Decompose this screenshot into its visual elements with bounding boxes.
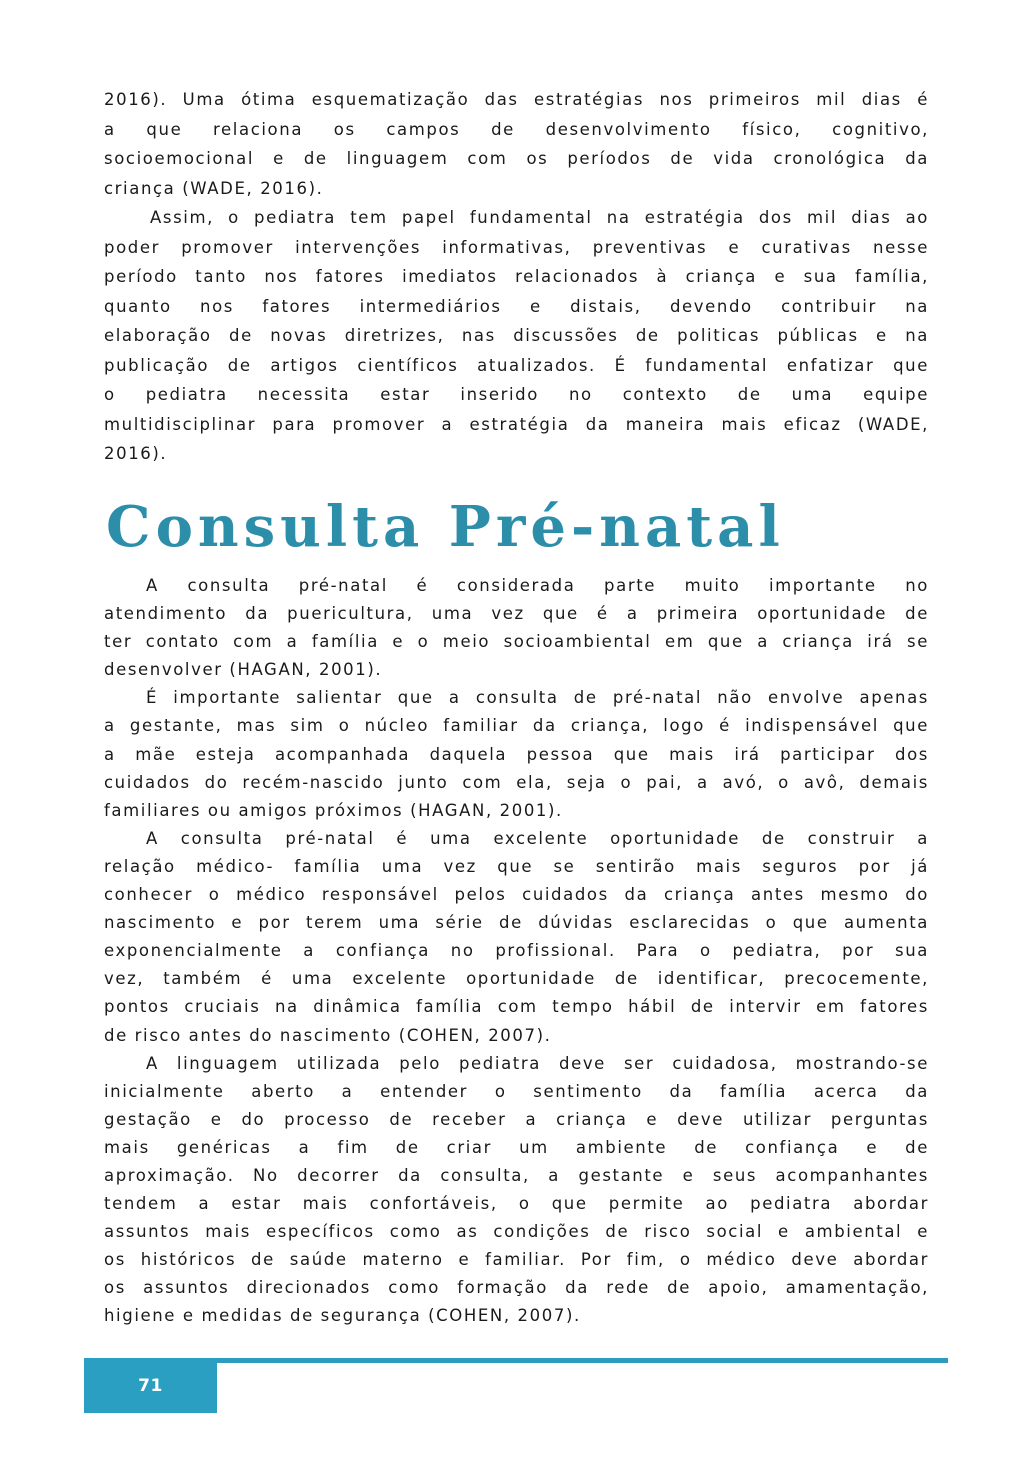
- page-number-box: [84, 1358, 217, 1413]
- text-line: criança (WADE, 2016).: [104, 178, 324, 198]
- text-line: É importante salientar que a consulta de pré-natal não envolve apenas: [146, 688, 929, 708]
- text-line: assuntos mais específicos como as condições de risco social e ambiental e: [104, 1222, 929, 1242]
- page-number: 71: [138, 1375, 163, 1396]
- text-line: a gestante, mas sim o núcleo familiar da criança, logo é indispensável que: [104, 716, 929, 736]
- paragraph: [104, 1050, 929, 1331]
- text-line: os históricos de saúde materno e familiar. Por fim, o médico deve abordar: [104, 1250, 929, 1270]
- text-line: quanto nos fatores intermediários e distais, devendo contribuir na: [104, 296, 929, 316]
- text-line: poder promover intervenções informativas, preventivas e curativas nesse: [104, 237, 929, 257]
- paragraph: [104, 572, 929, 684]
- text-line: publicação de artigos científicos atualizados. É fundamental enfatizar que: [104, 355, 929, 375]
- text-line: exponencialmente a confiança no profissional. Para o pediatra, por sua: [104, 941, 929, 961]
- text-line: conhecer o médico responsável pelos cuidados da criança antes mesmo do: [104, 885, 929, 905]
- text-line: pontos cruciais na dinâmica família com tempo hábil de intervir em fatores: [104, 997, 929, 1017]
- text-line: ter contato com a família e o meio socioambiental em que a criança irá se: [104, 632, 929, 652]
- text-line: a que relaciona os campos de desenvolvimento físico, cognitivo,: [104, 119, 929, 139]
- text-line: 2016). Uma ótima esquematização das estratégias nos primeiros mil dias é: [104, 90, 929, 109]
- prenatal-section: [104, 572, 929, 1331]
- text-line: de risco antes do nascimento (COHEN, 2007).: [104, 1025, 552, 1045]
- text-line: vez, também é uma excelente oportunidade de identificar, precocemente,: [104, 969, 929, 989]
- text-line: tendem a estar mais confortáveis, o que permite ao pediatra abordar: [104, 1194, 929, 1214]
- text-line: A consulta pré-natal é uma excelente oportunidade de construir a: [146, 828, 929, 848]
- text-line: desenvolver (HAGAN, 2001).: [104, 660, 383, 680]
- text-line: os assuntos direcionados como formação da rede de apoio, amamentação,: [104, 1278, 929, 1298]
- paragraph: [104, 684, 929, 824]
- text-line: cuidados do recém-nascido junto com ela, seja o pai, a avó, o avô, demais: [104, 772, 929, 792]
- text-line: gestação e do processo de receber a criança e deve utilizar perguntas: [104, 1109, 929, 1129]
- text-line: higiene e medidas de segurança (COHEN, 2007).: [104, 1306, 581, 1326]
- text-line: relação médico- família uma vez que se sentirão mais seguros por já: [104, 856, 929, 876]
- text-line: aproximação. No decorrer da consulta, a gestante e seus acompanhantes: [104, 1165, 929, 1185]
- text-line: elaboração de novas diretrizes, nas discussões de politicas públicas e na: [104, 326, 929, 345]
- text-line: Assim, o pediatra tem papel fundamental na estratégia dos mil dias ao: [150, 208, 929, 227]
- text-line: socioemocional e de linguagem com os períodos de vida cronológica da: [104, 149, 929, 168]
- text-line: A linguagem utilizada pelo pediatra deve ser cuidadosa, mostrando-se: [146, 1053, 929, 1073]
- text-line: mais genéricas a fim de criar um ambiente de confiança e de: [104, 1137, 929, 1157]
- intro-section: [104, 85, 929, 469]
- text-line: familiares ou amigos próximos (HAGAN, 2001).: [104, 800, 563, 820]
- text-line: A consulta pré-natal é considerada parte muito importante no: [146, 576, 929, 595]
- paragraph: [104, 203, 929, 469]
- text-line: inicialmente aberto a entender o sentimento da família acerca da: [104, 1081, 929, 1101]
- section-heading: Consulta Pré-natal: [106, 494, 785, 560]
- text-line: a mãe esteja acompanhada daquela pessoa que mais irá participar dos: [104, 744, 929, 764]
- text-line: período tanto nos fatores imediatos relacionados à criança e sua família,: [104, 267, 929, 286]
- text-line: o pediatra necessita estar inserido no contexto de uma equipe: [104, 385, 929, 404]
- text-line: nascimento e por terem uma série de dúvidas esclarecidas o que aumenta: [104, 913, 929, 933]
- paragraph: [104, 825, 929, 1050]
- text-line: atendimento da puericultura, uma vez que é a primeira oportunidade de: [104, 604, 929, 624]
- text-line: 2016).: [104, 444, 168, 463]
- paragraph: [104, 85, 929, 203]
- text-line: multidisciplinar para promover a estratégia da maneira mais eficaz (WADE,: [104, 414, 929, 434]
